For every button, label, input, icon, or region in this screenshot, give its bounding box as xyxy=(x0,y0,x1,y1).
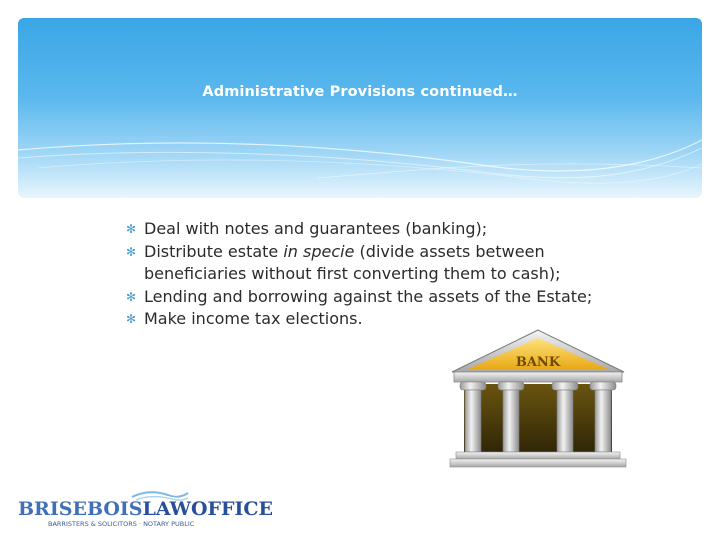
logo-name-part1: BRISEBOIS xyxy=(18,498,143,520)
asterisk-bullet-icon: ✻ xyxy=(126,222,137,236)
bullet-list xyxy=(126,218,646,331)
list-item xyxy=(126,286,646,309)
bullet-text-pre: Distribute estate xyxy=(144,241,284,261)
law-office-logo xyxy=(18,488,274,530)
asterisk-bullet-icon: ✻ xyxy=(126,312,137,326)
bank-sign-text: BANK xyxy=(515,355,561,370)
slide-title: Administrative Provisions continued… xyxy=(202,84,518,100)
title-banner xyxy=(18,18,702,198)
list-item xyxy=(126,241,646,286)
bullet-text: Lending and borrowing against the assets of the Estate; xyxy=(144,286,593,306)
bullet-text-post: (divide assets between beneficiaries without first converting them to cash); xyxy=(144,241,561,283)
logo-wordmark xyxy=(18,498,273,520)
bank-building-icon xyxy=(446,328,630,474)
asterisk-bullet-icon: ✻ xyxy=(126,289,137,304)
bullet-text-emphasis: in specie xyxy=(283,241,355,261)
bullet-text: Make income tax elections. xyxy=(144,309,363,328)
logo-name-part2: LAWOFFICE xyxy=(142,498,274,520)
bullet-text: Deal with notes and guarantees (banking); xyxy=(144,219,488,238)
banner-wave-lines xyxy=(18,18,702,198)
logo-tagline: BARRISTERS & SOLICITORS · NOTARY PUBLIC xyxy=(48,520,195,528)
asterisk-bullet-icon: ✻ xyxy=(126,244,137,259)
list-item xyxy=(126,218,646,241)
